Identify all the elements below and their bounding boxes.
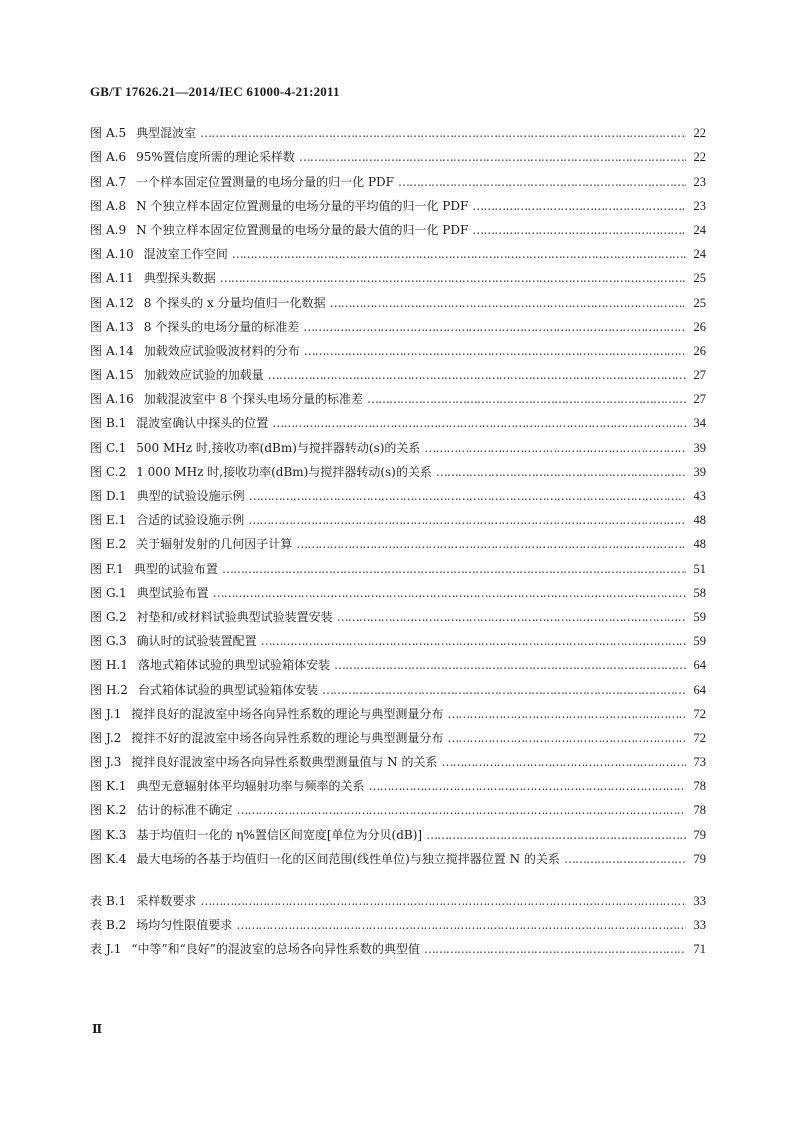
entry-title: 落地式箱体试验的典型试验箱体安装 xyxy=(137,658,330,673)
toc-figure-entry[interactable] xyxy=(90,576,706,600)
entry-number: K.2 xyxy=(106,803,127,818)
leader-dots xyxy=(220,271,686,285)
entry-label xyxy=(90,368,134,382)
page-number: Ⅱ xyxy=(92,1022,103,1036)
entry-title: 搅拌良好混波室中场各向异性系数典型测量值与 N 的关系 xyxy=(131,755,438,770)
toc-list xyxy=(90,116,706,956)
entry-number: B.1 xyxy=(106,416,127,431)
entry-number: A.6 xyxy=(106,150,127,165)
entry-number: C.1 xyxy=(106,440,127,455)
entry-label xyxy=(90,416,126,430)
leader-dots xyxy=(232,247,686,261)
entry-number: G.2 xyxy=(106,609,127,624)
entry-prefix: 图 xyxy=(90,368,103,383)
toc-figure-entry[interactable] xyxy=(90,189,706,213)
entry-label xyxy=(90,344,134,358)
entry-page: 59 xyxy=(693,634,706,649)
entry-prefix: 图 xyxy=(90,730,103,745)
entry-label xyxy=(90,320,134,334)
entry-title: 场均匀性限值要求 xyxy=(136,918,233,933)
entry-prefix: 图 xyxy=(90,343,103,358)
entry-title: 典型的试验设施示例 xyxy=(136,489,245,503)
toc-figure-entry[interactable] xyxy=(90,479,706,503)
leader-dots xyxy=(472,199,686,213)
entry-number: A.14 xyxy=(106,343,134,358)
toc-figure-entry[interactable] xyxy=(90,551,706,575)
entry-page: 72 xyxy=(693,706,706,721)
entry-title: 加载效应试验的加载量 xyxy=(143,368,264,383)
leader-dots xyxy=(367,392,686,406)
entry-page: 33 xyxy=(693,894,706,908)
entry-prefix: 图 xyxy=(90,634,103,649)
entry-page: 34 xyxy=(693,416,706,431)
entry-number: A.15 xyxy=(106,368,134,383)
entry-label xyxy=(90,537,126,551)
toc-figure-entry[interactable] xyxy=(90,527,706,551)
toc-figure-entry[interactable] xyxy=(90,721,706,745)
entry-page: 39 xyxy=(693,464,706,479)
toc-figure-entry[interactable] xyxy=(90,697,706,721)
entry-title: 典型的试验布置 xyxy=(133,561,218,576)
entry-label xyxy=(90,828,126,842)
entry-number: B.1 xyxy=(106,894,127,908)
entry-title: 加载混波室中 8 个探头电场分量的标准差 xyxy=(143,392,364,407)
entry-prefix: 图 xyxy=(90,755,103,770)
toc-table-entry[interactable] xyxy=(90,932,706,956)
leader-dots xyxy=(436,465,686,479)
toc-figure-entry[interactable] xyxy=(90,164,706,188)
entry-prefix: 图 xyxy=(90,561,103,576)
entry-title: 最大电场的各基于均值归一化的区间范围(线性单位)与独立搅拌器位置 N 的关系 xyxy=(136,851,560,866)
leader-dots xyxy=(200,126,686,140)
entry-page: 58 xyxy=(693,585,706,600)
entry-prefix: 图 xyxy=(90,682,103,697)
entry-prefix: 图 xyxy=(90,271,103,286)
entry-title: 8 个探头的电场分量的标准差 xyxy=(143,319,300,334)
leader-dots xyxy=(249,489,686,503)
entry-prefix: 图 xyxy=(90,392,103,407)
entry-title: “中等”和“良好”的混波室的总场各向异性系数的典型值 xyxy=(131,942,420,957)
leader-dots xyxy=(447,707,686,721)
entry-number: B.2 xyxy=(106,918,127,933)
toc-figure-entry[interactable] xyxy=(90,624,706,648)
entry-prefix: 图 xyxy=(90,319,103,334)
entry-number: G.3 xyxy=(106,634,127,649)
entry-page: 78 xyxy=(693,803,706,818)
entry-title: 采样数要求 xyxy=(136,894,197,908)
leader-dots xyxy=(368,779,686,793)
entry-title: 搅拌良好的混波室中场各向异性系数的理论与典型测量分布 xyxy=(131,706,444,721)
entry-page: 39 xyxy=(693,440,706,455)
entry-page: 24 xyxy=(693,222,706,237)
leader-dots xyxy=(472,223,686,237)
leader-dots xyxy=(296,537,686,551)
entry-prefix: 图 xyxy=(90,126,103,141)
entry-title: 基于均值归一化的 η%置信区间宽度[单位为分贝(dB)] xyxy=(136,827,423,842)
entry-number: A.12 xyxy=(106,295,134,310)
toc-figure-entry[interactable] xyxy=(90,455,706,479)
toc-figure-entry[interactable] xyxy=(90,237,706,261)
entry-label xyxy=(90,683,128,697)
entry-page: 26 xyxy=(693,319,706,334)
entry-number: F.1 xyxy=(106,561,124,576)
entry-prefix: 表 xyxy=(90,894,103,908)
entry-number: A.5 xyxy=(106,126,127,141)
entry-number: A.8 xyxy=(106,198,127,213)
entry-prefix: 图 xyxy=(90,150,103,165)
entry-label xyxy=(90,610,127,624)
entry-number: A.11 xyxy=(106,271,134,286)
entry-prefix: 表 xyxy=(90,918,103,933)
entry-number: K.1 xyxy=(106,779,127,794)
entry-title: 8 个探头的 x 分量均值归一化数据 xyxy=(143,295,326,310)
toc-figure-entry[interactable] xyxy=(90,648,706,672)
entry-page: 33 xyxy=(693,918,706,933)
entry-page: 78 xyxy=(693,779,706,794)
toc-figure-entry[interactable] xyxy=(90,310,706,334)
entry-title: 95%置信度所需的理论采样数 xyxy=(136,150,295,165)
leader-dots xyxy=(424,441,686,455)
entry-page: 24 xyxy=(693,247,706,262)
leader-dots xyxy=(426,828,686,842)
toc-figure-entry[interactable] xyxy=(90,769,706,793)
entry-prefix: 图 xyxy=(90,779,103,794)
entry-prefix: 图 xyxy=(90,222,103,237)
entry-prefix: 图 xyxy=(90,464,103,479)
leader-dots xyxy=(200,894,686,908)
entry-label xyxy=(90,707,121,721)
entry-title: 典型混波室 xyxy=(136,126,197,141)
entry-number: A.7 xyxy=(106,174,127,189)
entry-page: 51 xyxy=(693,561,706,576)
entry-number: H.1 xyxy=(106,658,128,673)
entry-label xyxy=(90,658,128,672)
entry-title: N 个独立样本固定位置测量的电场分量的平均值的归一化 PDF xyxy=(136,198,469,213)
entry-label xyxy=(90,296,134,310)
entry-label xyxy=(90,942,121,956)
section-gap xyxy=(90,866,706,884)
entry-number: K.4 xyxy=(106,851,127,866)
entry-page: 27 xyxy=(693,392,706,407)
entry-page: 22 xyxy=(693,150,706,165)
entry-page: 59 xyxy=(693,609,706,624)
entry-label xyxy=(90,247,134,261)
entry-title: 搅拌不好的混波室中场各向异性系数的理论与典型测量分布 xyxy=(131,730,444,745)
entry-page: 64 xyxy=(693,658,706,673)
entry-label xyxy=(90,441,126,455)
toc-figure-entry[interactable] xyxy=(90,406,706,430)
entry-label xyxy=(90,918,126,932)
entry-prefix: 图 xyxy=(90,537,103,552)
entry-label xyxy=(90,175,126,189)
entry-prefix: 图 xyxy=(90,513,103,528)
entry-label xyxy=(90,586,127,600)
leader-dots xyxy=(424,942,686,956)
document-header: GB/T 17626.21—2014/IEC 61000-4-21:2011 xyxy=(90,84,340,99)
entry-title: 1 000 MHz 时,接收功率(dBm)与搅拌器转动(s)的关系 xyxy=(136,464,432,479)
entry-prefix: 图 xyxy=(90,198,103,213)
entry-title: 混波室工作空间 xyxy=(143,247,228,262)
entry-page: 64 xyxy=(693,682,706,697)
entry-label xyxy=(90,489,127,503)
entry-prefix: 图 xyxy=(90,440,103,455)
leader-dots xyxy=(222,562,686,576)
entry-label xyxy=(90,392,134,406)
entry-label xyxy=(90,513,126,527)
entry-prefix: 图 xyxy=(90,295,103,310)
entry-title: 台式箱体试验的典型试验箱体安装 xyxy=(137,682,318,697)
toc-figure-entry[interactable] xyxy=(90,213,706,237)
leader-dots xyxy=(299,150,686,164)
entry-number: A.10 xyxy=(106,247,134,262)
leader-dots xyxy=(272,416,686,430)
entry-title: 500 MHz 时,接收功率(dBm)与搅拌器转动(s)的关系 xyxy=(136,440,421,455)
leader-dots xyxy=(261,634,686,648)
toc-figure-entry[interactable] xyxy=(90,503,706,527)
entry-title: N 个独立样本固定位置测量的电场分量的最大值的归一化 PDF xyxy=(136,222,469,237)
entry-number: A.9 xyxy=(106,222,127,237)
entry-page: 23 xyxy=(693,174,706,189)
entry-title: 典型探头数据 xyxy=(143,271,216,286)
entry-label xyxy=(90,562,124,576)
entry-page: 25 xyxy=(693,271,706,286)
toc-table-entry[interactable] xyxy=(90,884,706,908)
toc-figure-entry[interactable] xyxy=(90,261,706,285)
entry-page: 73 xyxy=(693,755,706,770)
entry-title: 典型试验布置 xyxy=(136,585,209,600)
entry-page: 25 xyxy=(693,295,706,310)
entry-label xyxy=(90,271,134,285)
toc-figure-entry[interactable] xyxy=(90,285,706,309)
entry-label xyxy=(90,126,126,140)
entry-prefix: 图 xyxy=(90,609,103,624)
toc-figure-entry[interactable] xyxy=(90,430,706,454)
entry-number: A.13 xyxy=(106,319,134,334)
entry-label xyxy=(90,803,126,817)
entry-prefix: 图 xyxy=(90,706,103,721)
leader-dots xyxy=(304,344,686,358)
entry-prefix: 图 xyxy=(90,489,103,503)
entry-number: J.1 xyxy=(106,942,122,957)
entry-title: 衬垫和/或材料试验典型试验装置安装 xyxy=(136,609,333,624)
entry-number: E.2 xyxy=(106,537,127,552)
entry-label xyxy=(90,779,126,793)
toc-figure-entry[interactable] xyxy=(90,842,706,866)
entry-label xyxy=(90,634,127,648)
toc-figure-entry[interactable] xyxy=(90,382,706,406)
entry-title: 典型无意辐射体平均辐射功率与频率的关系 xyxy=(136,779,365,794)
entry-label xyxy=(90,755,121,769)
leader-dots xyxy=(447,731,686,745)
entry-page: 79 xyxy=(693,827,706,842)
entry-label xyxy=(90,150,126,164)
entry-prefix: 图 xyxy=(90,658,103,673)
toc-figure-entry[interactable] xyxy=(90,358,706,382)
entry-label xyxy=(90,852,126,866)
entry-prefix: 图 xyxy=(90,174,103,189)
toc-figure-entry[interactable] xyxy=(90,745,706,769)
entry-label xyxy=(90,465,126,479)
leader-dots xyxy=(303,320,686,334)
entry-number: J.1 xyxy=(106,706,122,721)
toc-figure-entry[interactable] xyxy=(90,140,706,164)
leader-dots xyxy=(236,918,686,932)
toc-table-entry[interactable] xyxy=(90,908,706,932)
entry-title: 一个样本固定位置测量的电场分量的归一化 PDF xyxy=(136,174,394,189)
entry-number: C.2 xyxy=(106,464,127,479)
entry-prefix: 图 xyxy=(90,585,103,600)
leader-dots xyxy=(268,368,686,382)
entry-prefix: 图 xyxy=(90,803,103,818)
leader-dots xyxy=(398,175,686,189)
entry-title: 确认时的试验装置配置 xyxy=(136,634,257,649)
entry-page: 26 xyxy=(693,343,706,358)
entry-page: 43 xyxy=(693,489,706,503)
entry-prefix: 图 xyxy=(90,416,103,431)
entry-number: K.3 xyxy=(106,827,127,842)
leader-dots xyxy=(441,755,686,769)
toc-figure-entry[interactable] xyxy=(90,600,706,624)
toc-figure-entry[interactable] xyxy=(90,793,706,817)
entry-number: G.1 xyxy=(106,585,127,600)
entry-page: 71 xyxy=(693,942,706,957)
entry-page: 27 xyxy=(693,368,706,383)
leader-dots xyxy=(213,586,686,600)
entry-page: 48 xyxy=(693,513,706,528)
entry-prefix: 表 xyxy=(90,942,103,957)
entry-prefix: 图 xyxy=(90,827,103,842)
entry-prefix: 图 xyxy=(90,247,103,262)
entry-page: 48 xyxy=(693,537,706,552)
entry-prefix: 图 xyxy=(90,851,103,866)
entry-label xyxy=(90,731,121,745)
leader-dots xyxy=(337,610,686,624)
entry-label xyxy=(90,894,126,908)
entry-title: 估计的标准不确定 xyxy=(136,803,233,818)
leader-dots xyxy=(330,296,686,310)
entry-title: 合适的试验设施示例 xyxy=(136,513,245,528)
leader-dots xyxy=(334,658,686,672)
entry-label xyxy=(90,223,126,237)
leader-dots xyxy=(236,803,686,817)
toc-figure-entry[interactable] xyxy=(90,672,706,696)
entry-page: 79 xyxy=(693,851,706,866)
entry-title: 关于辐射发射的几何因子计算 xyxy=(136,537,293,552)
entry-page: 72 xyxy=(693,730,706,745)
entry-number: H.2 xyxy=(106,682,128,697)
toc-figure-entry[interactable] xyxy=(90,116,706,140)
leader-dots xyxy=(564,852,686,866)
entry-title: 加载效应试验吸波材料的分布 xyxy=(143,343,300,358)
entry-title: 混波室确认中探头的位置 xyxy=(136,416,269,431)
entry-label xyxy=(90,199,126,213)
entry-page: 23 xyxy=(693,198,706,213)
entry-number: J.3 xyxy=(106,755,122,770)
entry-number: E.1 xyxy=(106,513,127,528)
entry-page: 22 xyxy=(693,126,706,141)
entry-number: D.1 xyxy=(106,489,127,503)
leader-dots xyxy=(322,683,686,697)
toc-figure-entry[interactable] xyxy=(90,334,706,358)
leader-dots xyxy=(248,513,686,527)
entry-number: J.2 xyxy=(106,730,122,745)
toc-figure-entry[interactable] xyxy=(90,817,706,841)
entry-number: A.16 xyxy=(106,392,134,407)
